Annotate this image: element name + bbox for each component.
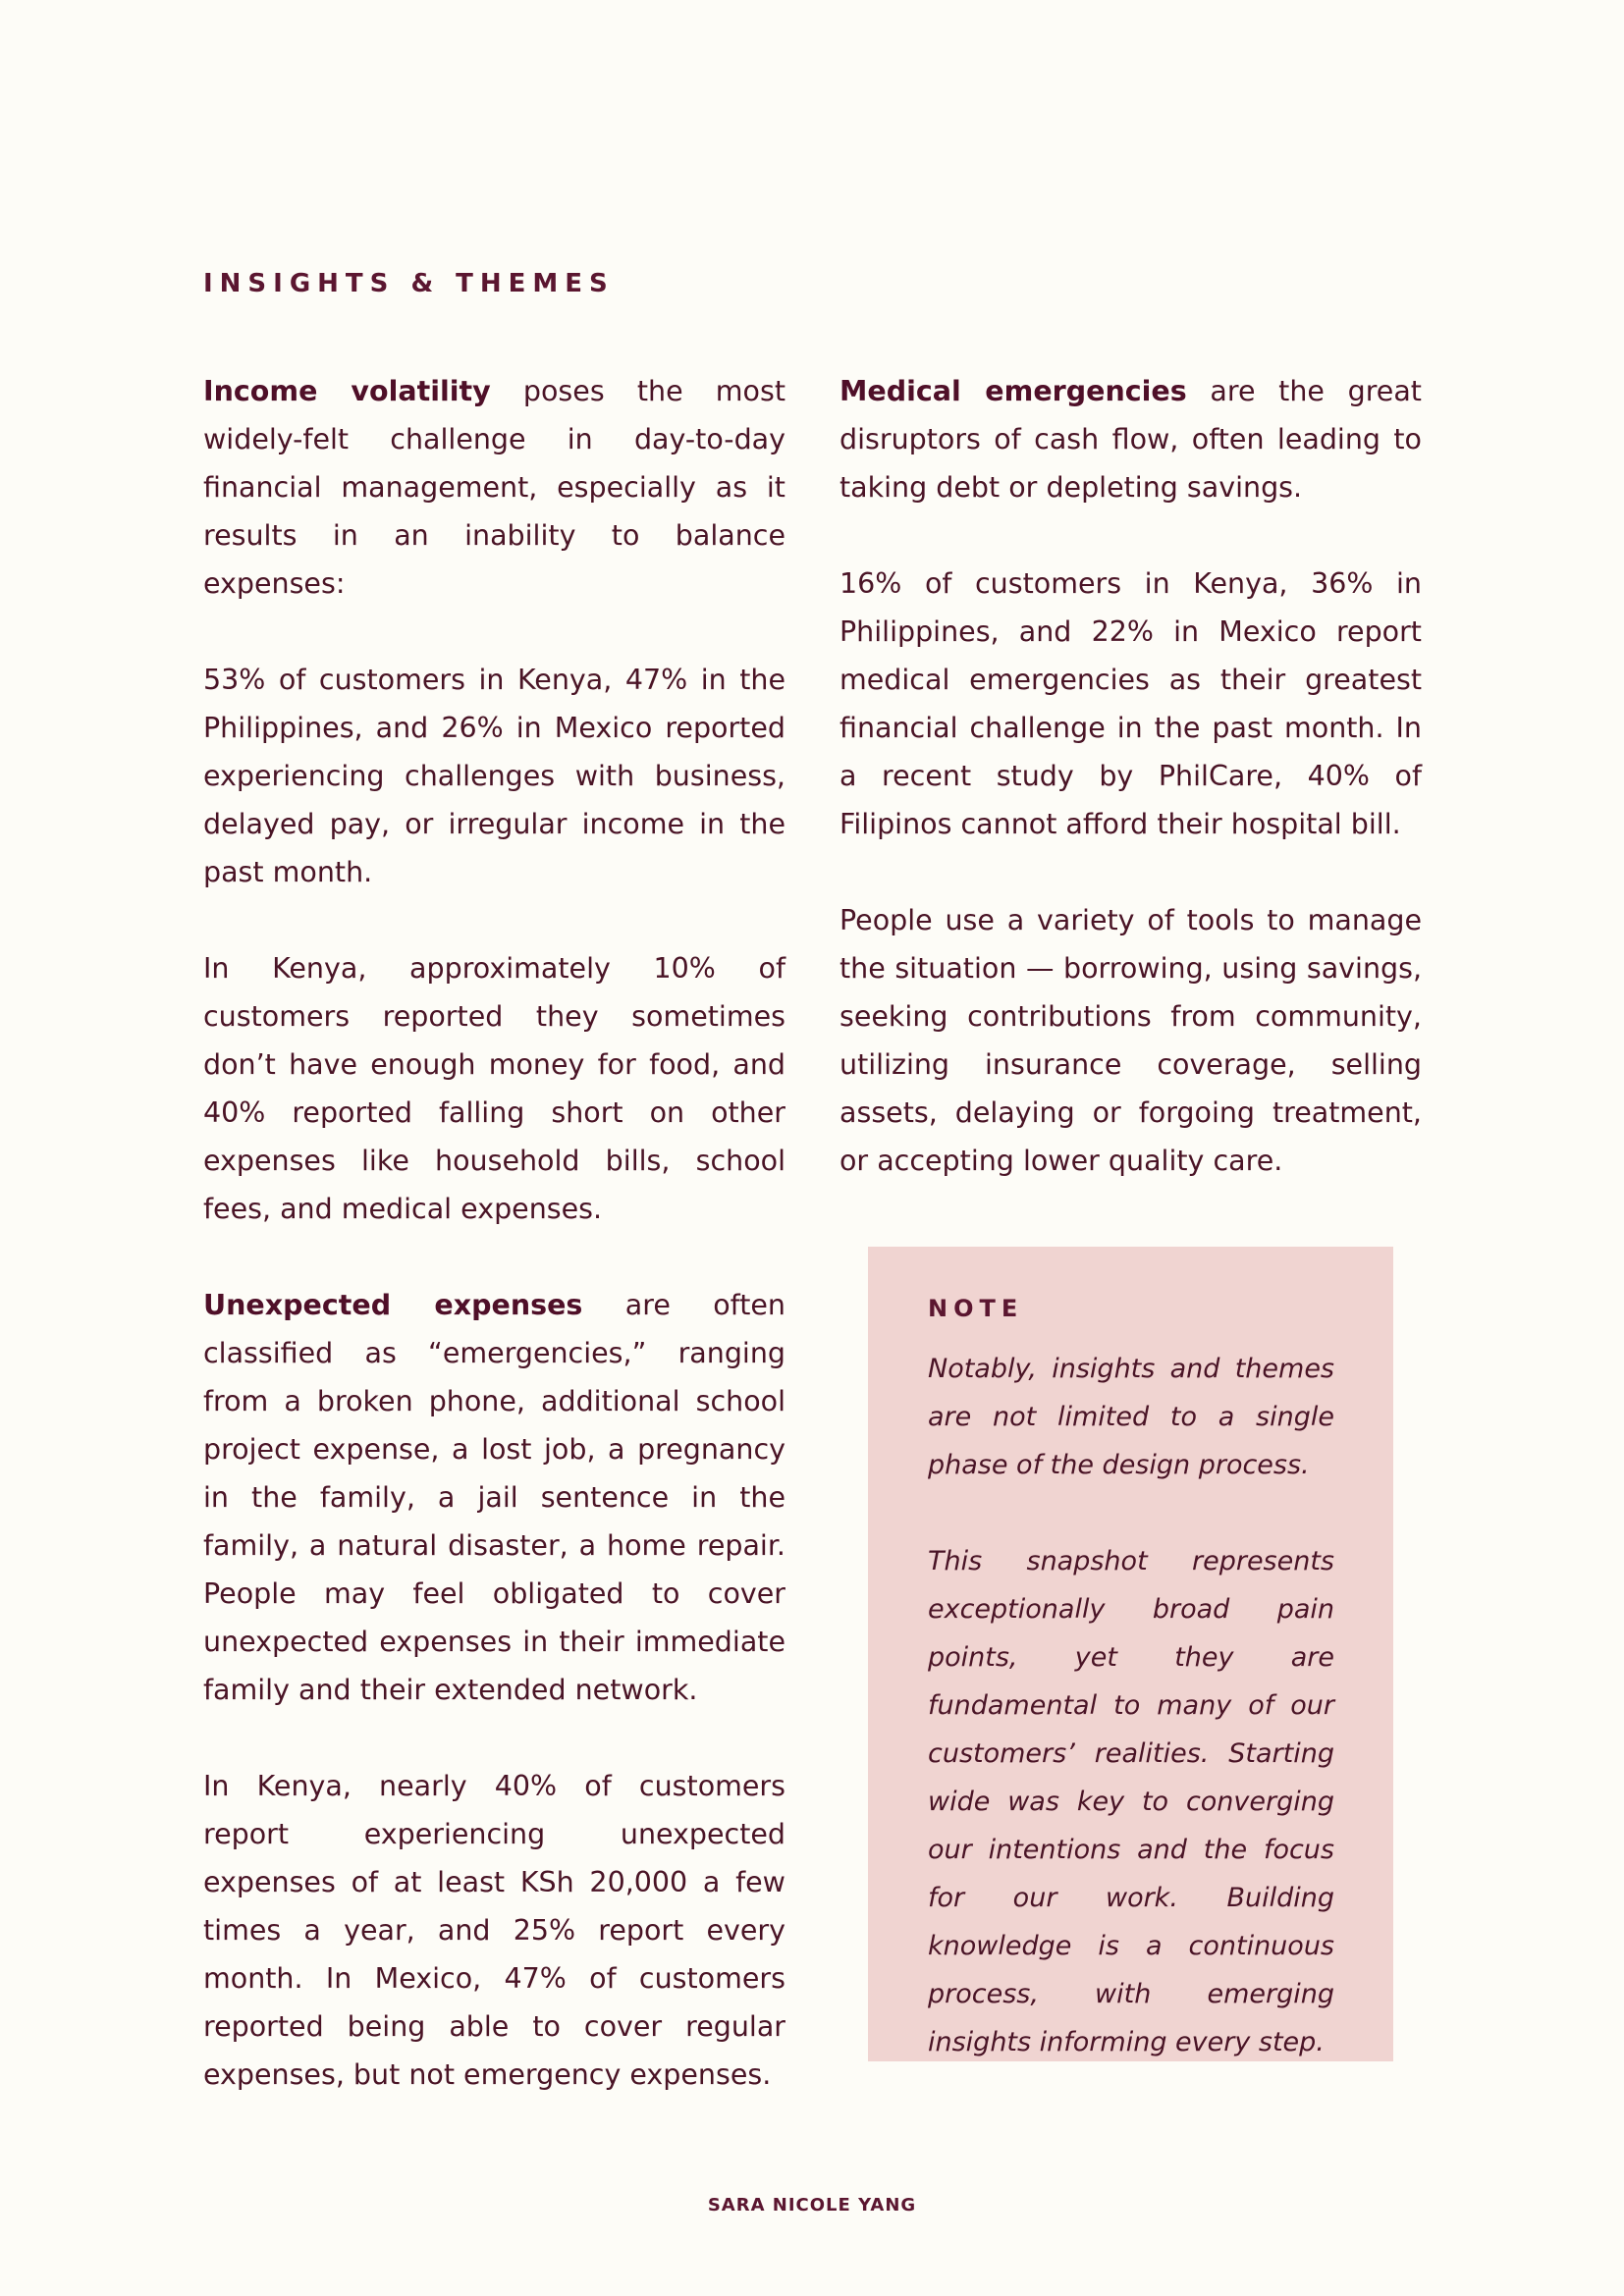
left-column — [203, 367, 785, 2147]
medical-emergencies-paragraph — [839, 367, 1422, 511]
income-volatility-heading: Income volatility — [203, 375, 491, 407]
medical-stats-paragraph: 16% of customers in Kenya, 36% in Philippines, and 22% in Mexico report medical emergencies as their greatest financial challenge in the past month. In a recent study by PhilCare, 40% of Filipinos cannot afford their hospital bill. — [839, 567, 1422, 840]
unexpected-expenses-paragraph — [203, 1281, 785, 1714]
footer-author: SARA NICOLE YANG — [707, 2195, 917, 2216]
kenya-food-paragraph: In Kenya, approximately 10% of customers reported they sometimes don’t have enough money for food, and 40% reported falling short on other expenses like household bills, school fees, and medical expenses. — [203, 952, 785, 1225]
medical-emergencies-text: are the great disruptors of cash flow, often leading to taking debt or depleting savings. — [839, 375, 1422, 504]
unexpected-stats-paragraph: In Kenya, nearly 40% of customers report experiencing unexpected expenses of at least KSh 20,000 a few times a year, and 25% report every month. In Mexico, 47% of customers reported being able to cover regular expenses, but not emergency expenses. — [203, 1770, 785, 2091]
section-title: INSIGHTS & THEMES — [203, 269, 615, 298]
income-volatility-paragraph — [203, 367, 785, 608]
medical-emergencies-heading: Medical emergencies — [839, 375, 1187, 407]
note-box — [868, 1247, 1393, 2061]
right-column — [839, 367, 1422, 1233]
unexpected-expenses-text: are often classified as “emergencies,” ranging from a broken phone, additional school project expense, a lost job, a pregnancy in the family, a jail sentence in the family, a natural disaster, a home repair. People may feel obligated to cover unexpected expenses in their immediate family and their extended network. — [203, 1289, 785, 1706]
note-paragraph-1: Notably, insights and themes are not limited to a single phase of the design process. — [928, 1354, 1334, 1480]
note-label: NOTE — [928, 1295, 1024, 1322]
note-paragraph-2: This snapshot represents exceptionally broad pain points, yet they are fundamental to many of our customers’ realities. Starting wide was key to converging our intentions and the focus for our work. Building knowledge is a continuous process, with emerging insights informing every step. — [928, 1546, 1334, 2057]
income-volatility-text: poses the most widely-felt challenge in day-to-day financial management, especially as it results in an inability to balance expenses: — [203, 375, 786, 600]
unexpected-expenses-heading: Unexpected expenses — [203, 1289, 583, 1321]
income-stats-paragraph: 53% of customers in Kenya, 47% in the Philippines, and 26% in Mexico reported experiencing challenges with business, delayed pay, or irregular income in the past month. — [203, 664, 785, 888]
coping-tools-paragraph: People use a variety of tools to manage the situation — borrowing, using savings, seeking contributions from community, utilizing insurance coverage, selling assets, delaying or forgoing treatment, or accepting lower quality care. — [839, 904, 1422, 1177]
